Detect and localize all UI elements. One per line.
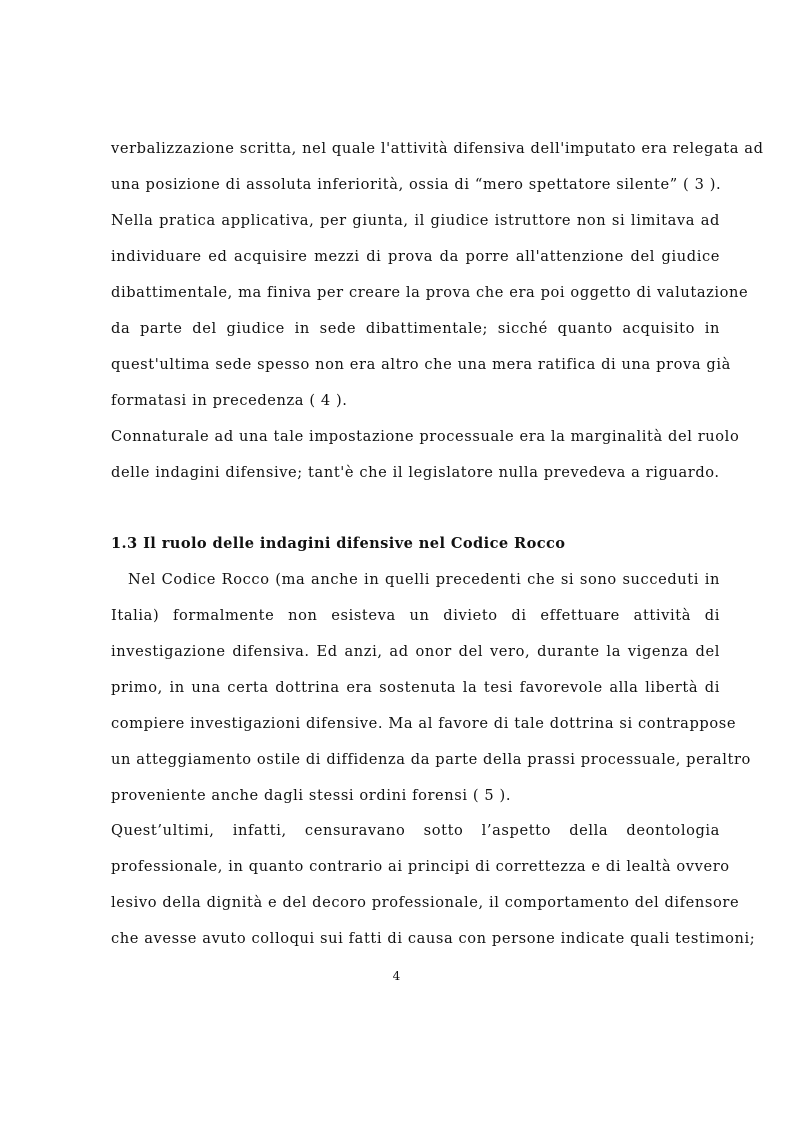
text-line: compiere investigazioni difensive. Ma al favore di tale dottrina si contrappose xyxy=(111,715,737,732)
text-line: formatasi in precedenza ( 4 ). xyxy=(111,392,348,409)
text-line: primo, in una certa dottrina era sostenuta la tesi favorevole alla libertà di xyxy=(111,679,720,696)
text-line: lesivo della dignità e del decoro professionale, il comportamento del difensore xyxy=(111,894,740,911)
section-heading: 1.3 Il ruolo delle indagini difensive nel Codice Rocco xyxy=(111,535,566,552)
text-line: individuare ed acquisire mezzi di prova da porre all'attenzione del giudice xyxy=(111,248,720,265)
text-line: Quest’ultimi, infatti, censuravano sotto l’aspetto della deontologia xyxy=(111,822,720,839)
text-line: proveniente anche dagli stessi ordini forensi ( 5 ). xyxy=(111,787,512,804)
text-line: dibattimentale, ma finiva per creare la prova che era poi oggetto di valutazione xyxy=(111,284,749,301)
text-line: Nel Codice Rocco (ma anche in quelli precedenti che si sono succeduti in xyxy=(128,571,720,588)
text-line: Connaturale ad una tale impostazione processuale era la marginalità del ruolo xyxy=(111,428,740,445)
text-line: investigazione difensiva. Ed anzi, ad onor del vero, durante la vigenza del xyxy=(111,643,720,660)
text-line: un atteggiamento ostile di diffidenza da parte della prassi processuale, peraltro xyxy=(111,751,751,768)
text-line: quest'ultima sede spesso non era altro che una mera ratifica di una prova già xyxy=(111,356,731,373)
text-line: professionale, in quanto contrario ai principi di correttezza e di lealtà ovvero xyxy=(111,858,730,875)
text-line: verbalizzazione scritta, nel quale l'attività difensiva dell'imputato era relegata ad xyxy=(111,140,764,157)
text-line: delle indagini difensive; tant'è che il legislatore nulla prevedeva a riguardo. xyxy=(111,464,720,481)
page-number: 4 xyxy=(392,969,401,983)
text-line: che avesse avuto colloqui sui fatti di causa con persone indicate quali testimoni; xyxy=(111,930,756,947)
text-line: una posizione di assoluta inferiorità, ossia di “mero spettatore silente” ( 3 ). xyxy=(111,176,722,193)
text-line: Nella pratica applicativa, per giunta, il giudice istruttore non si limitava ad xyxy=(111,212,720,229)
text-line: Italia) formalmente non esisteva un divieto di effettuare attività di xyxy=(111,607,720,624)
text-line: da parte del giudice in sede dibattimentale; sicché quanto acquisito in xyxy=(111,320,720,337)
